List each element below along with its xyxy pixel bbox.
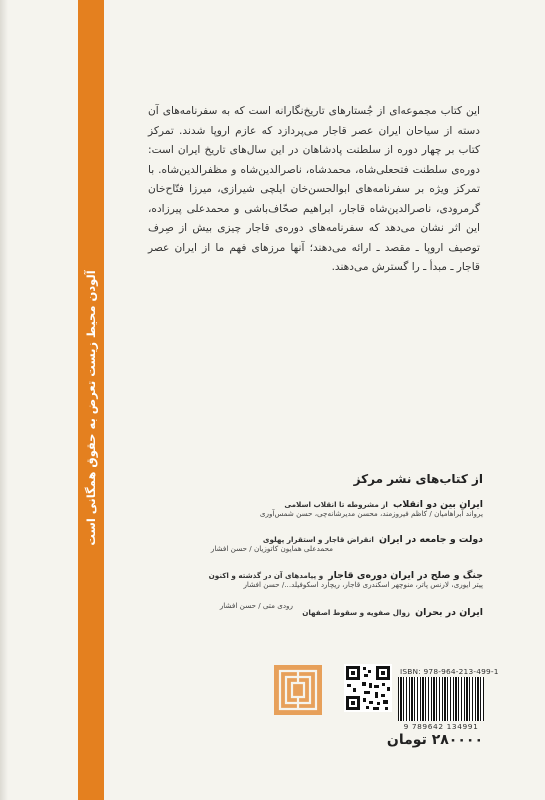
- book-title: دولت و جامعه در ایران: [378, 534, 483, 545]
- page-edge-shadow: [0, 0, 8, 800]
- book-title: ایران بین دو انقلاب: [392, 499, 483, 510]
- publisher-logo: [274, 665, 322, 715]
- price: ۲۸۰۰۰۰ تومان: [386, 732, 483, 748]
- book-title: جنگ و صلح در ایران دوره‌ی قاجار: [328, 570, 483, 581]
- book-description-text: این کتاب مجموعه‌ای از جُستارهای تاریخ‌نگارانه است که به سفرنامه‌های آن دسته از سیاحان ایران عصر قاجار می‌پردازد که عازم اروپا شدند. تمرکز کتاب بر چهار دوره از سلطنت پادشاهان در این سال‌های تاریخ ایران است: دوره‌ی سلطنت فتحعلی‌شاه، محمدشاه، ناصرالدین‌شاه و مظفرالدین‌شاه. با تمرکز ویژه بر سفرنامه‌های ابوالحسن‌خان ایلچی شیرازی، میرزا فتّاح‌خان گرمرودی، ناصرالدین‌شاه قاجار، ابراهیم صحّاف‌باشی و محمدعلی پیرزاده، این اثر نشان می‌دهد که سفرنامه‌های دوره‌ی قاجار چیزی بیش از صِرف توصیف اروپا ـ مقصد ـ ارائه می‌دهند؛ آنها مرزهای فهم ما از ایران عصر قاجار ـ مبدأ ـ را گسترش می‌دهند.: [148, 105, 480, 273]
- book-title: ایران در بحران: [415, 607, 483, 618]
- book-entry: [219, 600, 483, 619]
- qr-code: [344, 664, 392, 712]
- book-entry: [210, 527, 483, 553]
- barcode: [398, 677, 484, 721]
- book-authors: پیتر ایوری، لارنس پاتر، منوچهر اسکندری قاجار، ریچارد اسکوفیلد.../ حسن افشار: [243, 580, 483, 589]
- book-subtitle: از مشروطه تا انقلاب اسلامی: [284, 500, 388, 509]
- book-subtitle: و پیامدهای آن در گذشته و اکنون: [208, 571, 324, 580]
- isbn-label: ISBN: 978-964-213-499-1: [400, 667, 499, 676]
- book-description: [148, 102, 480, 278]
- publisher-books-heading: از کتاب‌های نشر مرکز: [353, 472, 483, 486]
- book-subtitle: زوال صفویه و سقوط اصفهان: [302, 608, 411, 617]
- book-subtitle: انقراض قاجار و استقرار پهلوی: [262, 535, 374, 544]
- book-authors: یرواند آبراهامیان / کاظم فیروزمند، محسن مدیرشانه‌چی، حسن شمس‌آوری: [259, 509, 483, 518]
- environment-slogan: آلودن محیط زیست تعرض به حقوق همگانی است: [84, 270, 98, 546]
- book-entry: [208, 563, 483, 589]
- book-authors: محمدعلی همایون کاتوزیان / حسن افشار: [210, 544, 333, 553]
- barcode-number: 9 789642 134991: [398, 722, 484, 731]
- book-authors: رودی متی / حسن افشار: [219, 601, 293, 610]
- book-entry: [259, 492, 483, 518]
